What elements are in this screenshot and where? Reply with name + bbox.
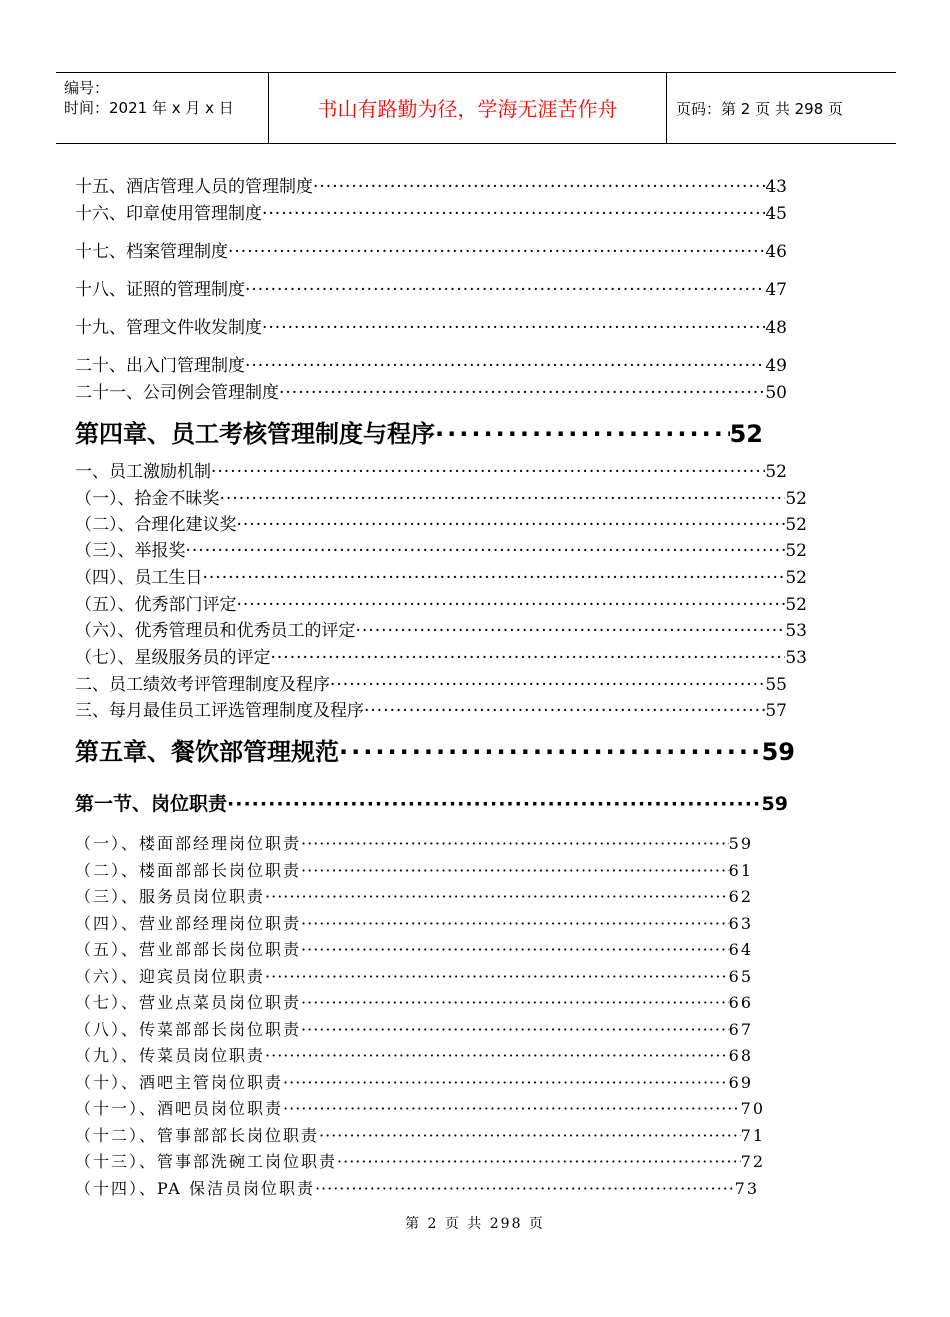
toc-entry-page: 72 bbox=[740, 1152, 765, 1171]
toc-entry-page: 66 bbox=[728, 993, 753, 1012]
toc-leader-dots bbox=[356, 619, 786, 643]
toc-entry[interactable] bbox=[75, 240, 787, 264]
toc-leader-dots bbox=[237, 513, 786, 537]
toc-chapter-entry[interactable] bbox=[75, 417, 763, 451]
toc-entry-page: 52 bbox=[785, 568, 807, 588]
toc-leader-dots bbox=[220, 487, 786, 511]
toc-entry[interactable] bbox=[75, 278, 787, 302]
page-header bbox=[56, 72, 896, 144]
toc-entry[interactable] bbox=[75, 1150, 765, 1174]
toc-entry-page: 63 bbox=[728, 914, 753, 933]
toc-leader-dots bbox=[315, 1177, 735, 1201]
toc-entry-title: （七）、营业点菜员岗位职责 bbox=[75, 993, 302, 1012]
toc-entry-title: （十二）、管事部部长岗位职责 bbox=[75, 1126, 320, 1145]
toc-entry-page: 47 bbox=[765, 280, 787, 300]
toc-entry-page: 45 bbox=[765, 204, 787, 224]
toc-entry-page: 73 bbox=[734, 1179, 759, 1198]
toc-entry-title: 一、员工激励机制 bbox=[75, 462, 211, 482]
toc-entry-page: 52 bbox=[785, 489, 807, 509]
toc-entry-title: （四）、员工生日 bbox=[75, 568, 203, 588]
toc-entry-page: 52 bbox=[785, 541, 807, 561]
toc-entry[interactable] bbox=[75, 965, 753, 989]
toc-leader-dots bbox=[330, 673, 765, 697]
toc-entry[interactable] bbox=[75, 938, 753, 962]
toc-entry[interactable] bbox=[75, 1177, 759, 1201]
toc-entry[interactable] bbox=[75, 487, 807, 511]
toc-entry[interactable] bbox=[75, 1124, 765, 1148]
toc-leader-dots bbox=[265, 965, 729, 989]
toc-entry-title: （六）、优秀管理员和优秀员工的评定 bbox=[75, 621, 356, 641]
toc-entry[interactable] bbox=[75, 619, 807, 643]
toc-entry[interactable] bbox=[75, 885, 753, 909]
toc-leader-dots bbox=[245, 354, 765, 378]
toc-entry-title: （十）、酒吧主管岗位职责 bbox=[75, 1073, 284, 1092]
toc-leader-dots bbox=[301, 912, 729, 936]
toc-entry-page: 52 bbox=[785, 515, 807, 535]
toc-leader-dots bbox=[265, 885, 729, 909]
toc-entry[interactable] bbox=[75, 1018, 753, 1042]
toc-entry-title: 十八、证照的管理制度 bbox=[75, 280, 245, 300]
toc-entry-page: 52 bbox=[785, 595, 807, 615]
toc-entry[interactable] bbox=[75, 832, 753, 856]
header-top-rule bbox=[56, 72, 896, 73]
document-time-label: 时间：2021 年 x 月 x 日 bbox=[64, 99, 234, 117]
toc-entry-title: 二十、出入门管理制度 bbox=[75, 356, 245, 376]
toc-entry-title: （七）、星级服务员的评定 bbox=[75, 648, 271, 668]
toc-leader-dots bbox=[262, 202, 765, 226]
toc-chapter-entry[interactable] bbox=[75, 735, 795, 769]
toc-leader-dots bbox=[265, 1044, 729, 1068]
toc-entry[interactable] bbox=[75, 175, 787, 199]
toc-leader-dots bbox=[186, 539, 786, 563]
header-meta bbox=[64, 78, 234, 118]
toc-entry-title: （三）、服务员岗位职责 bbox=[75, 887, 266, 906]
toc-entry-title: （一）、楼面部经理岗位职责 bbox=[75, 834, 302, 853]
toc-entry-page: 57 bbox=[765, 701, 787, 721]
toc-entry-page: 53 bbox=[785, 648, 807, 668]
toc-entry[interactable] bbox=[75, 912, 753, 936]
toc-entry-page: 48 bbox=[765, 318, 787, 338]
toc-entry-page: 55 bbox=[765, 675, 787, 695]
toc-entry-title: 二十一、公司例会管理制度 bbox=[75, 383, 279, 403]
toc-section-title: 第一节、岗位职责 bbox=[75, 793, 228, 815]
toc-leader-dots bbox=[339, 735, 762, 769]
toc-entry-page: 62 bbox=[728, 887, 753, 906]
toc-leader-dots bbox=[301, 832, 729, 856]
toc-entry-title: （一）、拾金不昧奖 bbox=[75, 489, 220, 509]
toc-entry[interactable] bbox=[75, 566, 807, 590]
toc-entry-title: （十一）、酒吧员岗位职责 bbox=[75, 1099, 284, 1118]
toc-leader-dots bbox=[283, 1071, 729, 1095]
toc-entry[interactable] bbox=[75, 460, 787, 484]
toc-entry-title: 十九、管理文件收发制度 bbox=[75, 318, 262, 338]
toc-leader-dots bbox=[279, 381, 765, 405]
toc-entry-page: 65 bbox=[728, 967, 753, 986]
toc-entry-page: 43 bbox=[765, 177, 787, 197]
toc-entry-page: 61 bbox=[728, 861, 753, 880]
toc-chapter-page: 52 bbox=[729, 420, 763, 448]
toc-leader-dots bbox=[301, 859, 729, 883]
toc-entry-page: 59 bbox=[728, 834, 753, 853]
toc-entry[interactable] bbox=[75, 316, 787, 340]
toc-entry-title: 二、员工绩效考评管理制度及程序 bbox=[75, 675, 330, 695]
toc-chapter-page: 59 bbox=[761, 738, 795, 766]
toc-leader-dots bbox=[271, 646, 786, 670]
toc-entry-page: 64 bbox=[728, 940, 753, 959]
toc-leader-dots bbox=[337, 1150, 741, 1174]
toc-entry[interactable] bbox=[75, 202, 787, 226]
toc-leader-dots bbox=[301, 1018, 729, 1042]
toc-entry-title: 十七、档案管理制度 bbox=[75, 242, 228, 262]
toc-leader-dots bbox=[203, 566, 786, 590]
toc-entry-title: （九）、传菜员岗位职责 bbox=[75, 1046, 266, 1065]
toc-entry-title: （二）、合理化建议奖 bbox=[75, 515, 237, 535]
toc-leader-dots bbox=[227, 790, 762, 818]
toc-entry-page: 49 bbox=[765, 356, 787, 376]
toc-entry-page: 46 bbox=[765, 242, 787, 262]
toc-leader-dots bbox=[283, 1097, 741, 1121]
header-motto: 书山有路勤为径，学海无涯苦作舟 bbox=[317, 97, 618, 121]
header-bottom-rule bbox=[56, 143, 896, 144]
toc-entry-page: 52 bbox=[765, 462, 787, 482]
toc-entry-page: 70 bbox=[740, 1099, 765, 1118]
toc-entry[interactable] bbox=[75, 1044, 753, 1068]
toc-entry[interactable] bbox=[75, 381, 787, 405]
toc-leader-dots bbox=[313, 175, 765, 199]
toc-leader-dots bbox=[319, 1124, 741, 1148]
toc-leader-dots bbox=[237, 593, 786, 617]
toc-entry-title: （四）、营业部经理岗位职责 bbox=[75, 914, 302, 933]
toc-entry[interactable] bbox=[75, 991, 753, 1015]
toc-leader-dots bbox=[211, 460, 765, 484]
toc-entry-page: 50 bbox=[765, 383, 787, 403]
toc-section-entry[interactable] bbox=[75, 790, 788, 818]
toc-entry-title: 三、每月最佳员工评选管理制度及程序 bbox=[75, 701, 364, 721]
toc-leader-dots bbox=[228, 240, 765, 264]
toc-chapter-title: 第四章、员工考核管理制度与程序 bbox=[75, 420, 435, 448]
toc-entry-title: （六）、迎宾员岗位职责 bbox=[75, 967, 266, 986]
toc-entry-page: 71 bbox=[740, 1126, 765, 1145]
toc-entry[interactable] bbox=[75, 1097, 765, 1121]
page-footer: 第 2 页 共 298 页 bbox=[405, 1216, 545, 1232]
toc-entry-page: 53 bbox=[785, 621, 807, 641]
toc-entry-title: （二）、楼面部部长岗位职责 bbox=[75, 861, 302, 880]
toc-chapter-title: 第五章、餐饮部管理规范 bbox=[75, 738, 339, 766]
toc-section-page: 59 bbox=[761, 793, 788, 815]
toc-entry-page: 68 bbox=[728, 1046, 753, 1065]
toc-entry[interactable] bbox=[75, 513, 807, 537]
toc-entry-title: 十五、酒店管理人员的管理制度 bbox=[75, 177, 313, 197]
toc-entry[interactable] bbox=[75, 539, 807, 563]
toc-leader-dots bbox=[435, 417, 730, 451]
toc-entry-title: （十四）、PA 保洁员岗位职责 bbox=[75, 1179, 315, 1198]
toc-entry[interactable] bbox=[75, 673, 787, 697]
toc-entry[interactable] bbox=[75, 354, 787, 378]
header-page-label: 页码：第 2 页 共 298 页 bbox=[676, 100, 844, 118]
toc-entry-title: （五）、优秀部门评定 bbox=[75, 595, 237, 615]
toc-entry-title: （十三）、管事部洗碗工岗位职责 bbox=[75, 1152, 338, 1171]
toc-entry-title: 十六、印章使用管理制度 bbox=[75, 204, 262, 224]
toc-entry[interactable] bbox=[75, 699, 787, 723]
toc-entry[interactable] bbox=[75, 1071, 753, 1095]
toc-entry-title: （五）、营业部部长岗位职责 bbox=[75, 940, 302, 959]
toc-entry-title: （八）、传菜部部长岗位职责 bbox=[75, 1020, 302, 1039]
toc-leader-dots bbox=[262, 316, 765, 340]
toc-entry-title: （三）、举报奖 bbox=[75, 541, 186, 561]
document-number-label: 编号： bbox=[64, 79, 110, 97]
toc-leader-dots bbox=[301, 991, 729, 1015]
toc-entry[interactable] bbox=[75, 593, 807, 617]
toc-leader-dots bbox=[301, 938, 729, 962]
toc-entry-page: 67 bbox=[728, 1020, 753, 1039]
toc-entry-page: 69 bbox=[728, 1073, 753, 1092]
toc-entry[interactable] bbox=[75, 646, 807, 670]
toc-leader-dots bbox=[245, 278, 765, 302]
toc-entry[interactable] bbox=[75, 859, 753, 883]
header-divider bbox=[666, 72, 667, 144]
toc-leader-dots bbox=[364, 699, 765, 723]
